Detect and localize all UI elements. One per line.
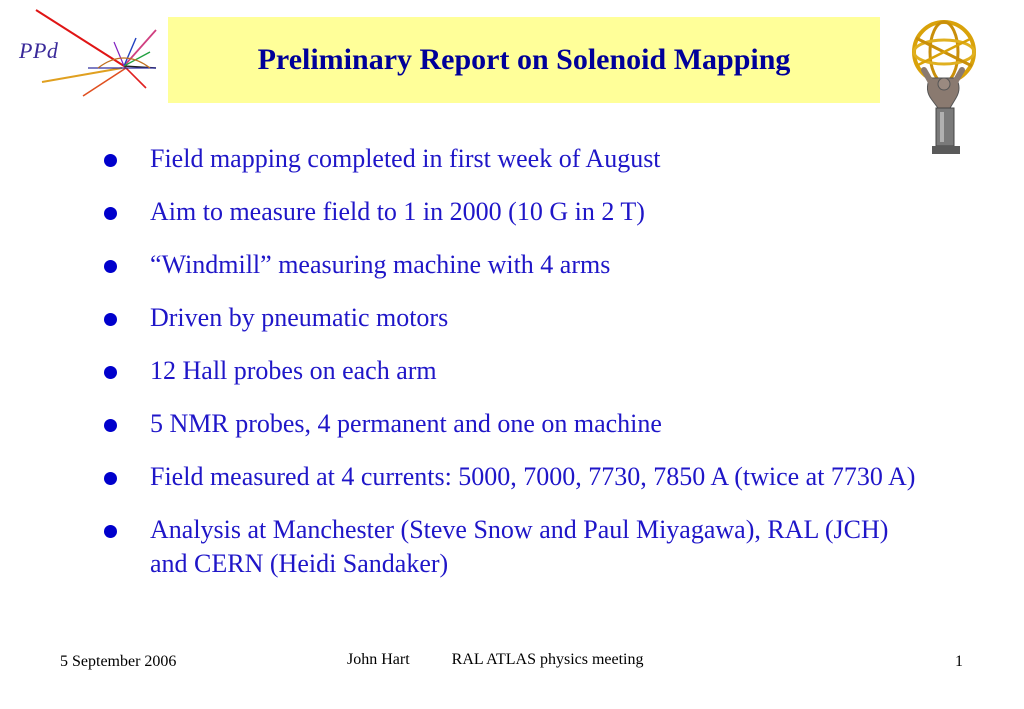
bullet-dot-icon: [104, 472, 117, 485]
footer-event: RAL ATLAS physics meeting: [451, 651, 644, 668]
slide-title: Preliminary Report on Solenoid Mapping: [257, 43, 791, 76]
bullet-dot-icon: [104, 525, 117, 538]
bullet-list: [100, 142, 920, 600]
bullet-dot-icon: [104, 154, 117, 167]
bullet-text: 5 NMR probes, 4 permanent and one on machine: [150, 409, 662, 438]
bullet-item: [100, 513, 920, 581]
bullet-item: [100, 407, 920, 441]
page-number: 1: [955, 653, 963, 670]
bullet-text: Aim to measure field to 1 in 2000 (10 G in 2 T): [150, 197, 645, 226]
bullet-text: Field mapping completed in first week of August: [150, 144, 661, 173]
bullet-dot-icon: [104, 366, 117, 379]
bullet-dot-icon: [104, 313, 117, 326]
ppd-logo-text: PPd: [19, 38, 59, 63]
title-banner: [168, 17, 880, 103]
bullet-item: [100, 460, 920, 494]
bullet-dot-icon: [104, 207, 117, 220]
bullet-item: [100, 248, 920, 282]
bullet-dot-icon: [104, 260, 117, 273]
bullet-item: [100, 354, 920, 388]
bullet-text: Analysis at Manchester (Steve Snow and Paul Miyagawa), RAL (JCH) and CERN (Heidi Sandaker): [150, 515, 889, 578]
bullet-item: [100, 142, 920, 176]
footer-date: 5 September 2006: [60, 653, 177, 670]
bullet-dot-icon: [104, 419, 117, 432]
bullet-item: [100, 195, 920, 229]
footer-author: John Hart: [347, 651, 410, 668]
bullet-text: Field measured at 4 currents: 5000, 7000, 7730, 7850 A (twice at 7730 A): [150, 462, 916, 491]
bullet-text: 12 Hall probes on each arm: [150, 356, 437, 385]
atlas-logo-icon: [904, 8, 982, 158]
bullet-text: Driven by pneumatic motors: [150, 303, 449, 332]
bullet-text: “Windmill” measuring machine with 4 arms: [150, 250, 611, 279]
bullet-item: [100, 301, 920, 335]
footer-center: [347, 651, 644, 669]
